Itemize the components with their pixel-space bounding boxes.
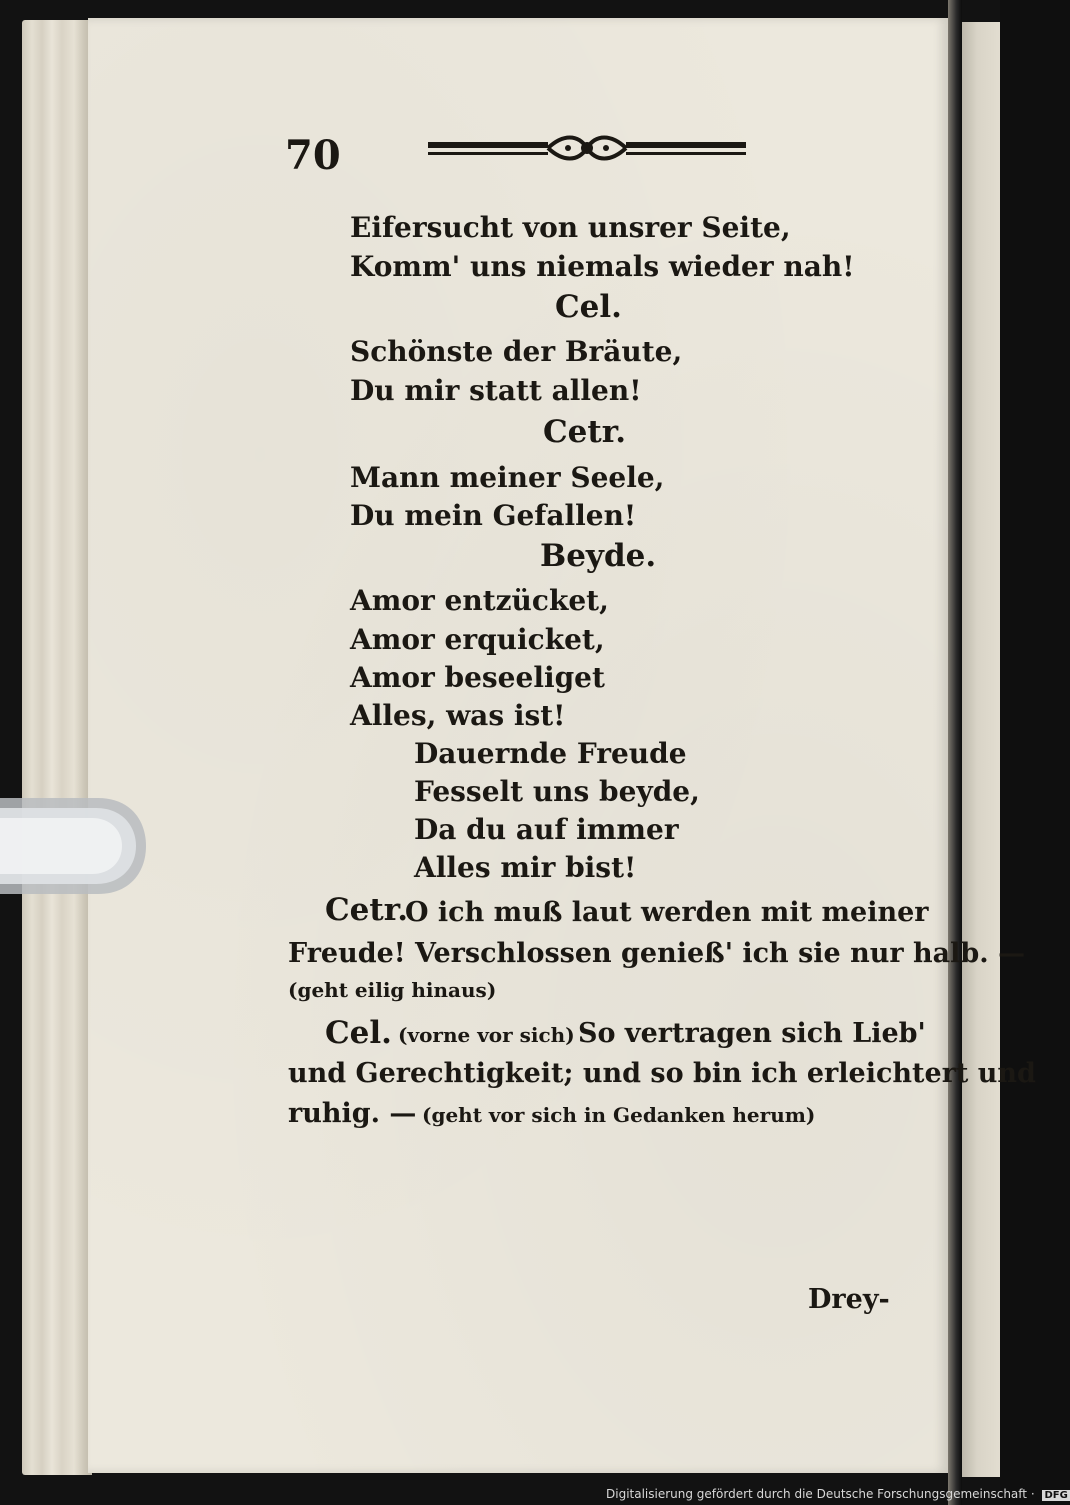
prose-line: ruhig. — — [288, 1098, 417, 1129]
verse-line: Mann meiner Seele, — [350, 461, 665, 494]
next-page-edge — [962, 22, 1000, 1477]
verse-line: Du mir statt allen! — [350, 374, 642, 407]
verse-line: Alles, was ist! — [350, 699, 566, 732]
header-ornament — [428, 130, 746, 168]
prose-line: So vertragen sich Lieb' — [578, 1018, 926, 1049]
verse-line: Eifersucht von unsrer Seite, — [350, 211, 791, 244]
catchword: Drey- — [808, 1284, 890, 1315]
credit-text: Digitalisierung gefördert durch die Deutsche Forschungsgemeinschaft · — [606, 1487, 1035, 1501]
verse-line: Schönste der Bräute, — [350, 335, 683, 368]
stage-direction: (vorne vor sich) — [398, 1023, 575, 1047]
prose-speaker: Cel. — [325, 1015, 392, 1051]
stage-direction: (geht vor sich in Gedanken herum) — [422, 1103, 816, 1127]
verse-line: Du mein Gefallen! — [350, 499, 637, 532]
verse-line: Alles mir bist! — [414, 851, 637, 884]
dfg-logo: DFG — [1044, 1490, 1068, 1501]
speaker-heading: Cetr. — [543, 414, 626, 450]
verse-line: Amor entzücket, — [350, 584, 609, 617]
verse-line: Da du auf immer — [414, 813, 679, 846]
stage-direction: (geht eilig hinaus) — [288, 978, 497, 1002]
verse-line: Fesselt uns beyde, — [414, 775, 700, 808]
verse-line: Dauernde Freude — [414, 737, 687, 770]
verse-line: Amor erquicket, — [350, 623, 605, 656]
speaker-heading: Beyde. — [540, 538, 657, 574]
prose-line: O ich muß laut werden mit meiner — [405, 897, 929, 928]
verse-line: Komm' uns niemals wieder nah! — [350, 250, 855, 283]
speaker-heading: Cel. — [555, 289, 622, 325]
book-page-edges — [22, 20, 92, 1475]
prose-speaker: Cetr. — [325, 892, 408, 928]
prose-line: Freude! Verschlossen genieß' ich sie nur halb. — — [288, 938, 1026, 969]
verse-line: Amor beseeliget — [350, 661, 605, 694]
prose-line: und Gerechtigkeit; und so bin ich erleichtert und — [288, 1058, 1036, 1089]
book-clip — [0, 790, 148, 902]
digitization-credit — [606, 1487, 1070, 1501]
page-number: 70 — [285, 132, 341, 179]
book-gutter — [948, 0, 962, 1505]
